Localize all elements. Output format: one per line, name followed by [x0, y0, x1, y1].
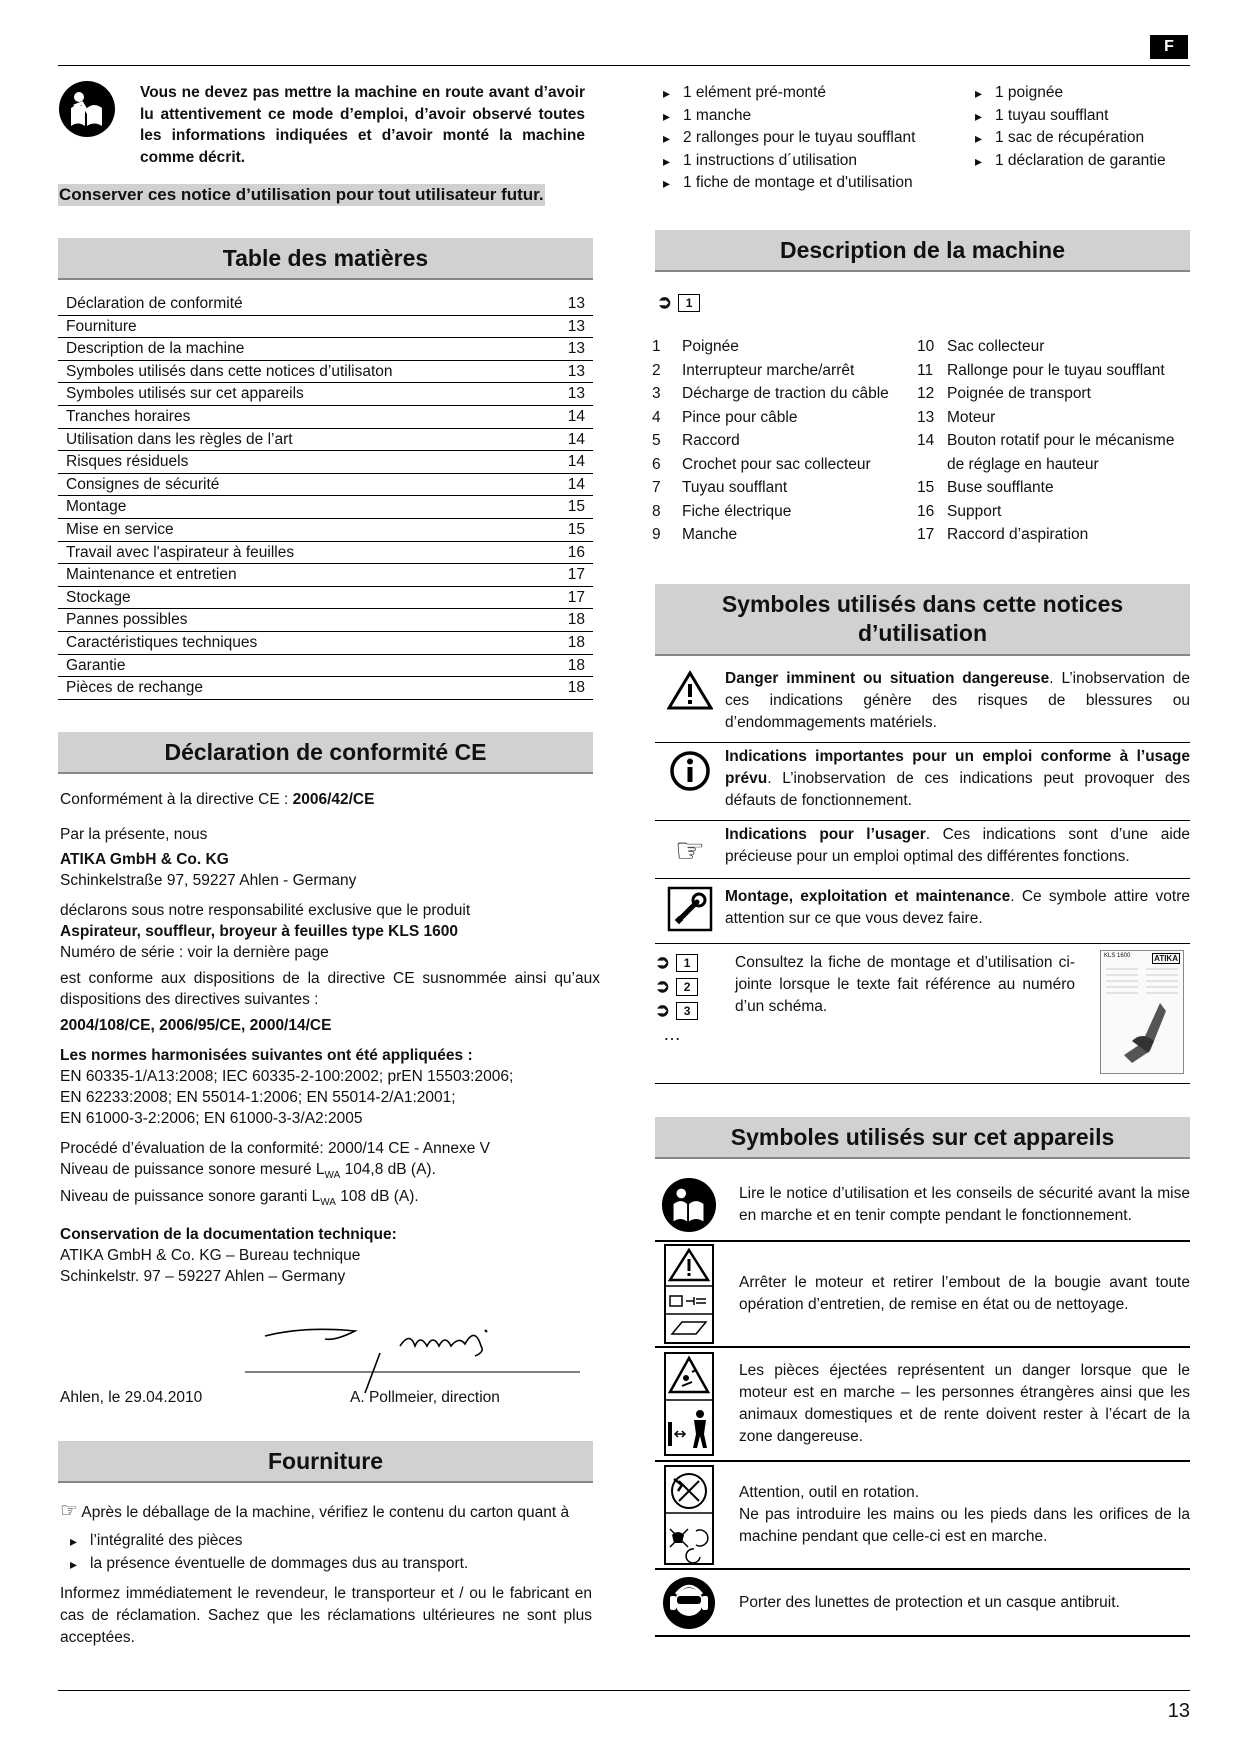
supply-list-col1	[663, 82, 963, 195]
read-manual-icon	[58, 80, 116, 143]
device-symbol-row: Arrêter le moteur et retirer l’embout de la bougie avant toute opération d’entretien, de remise en état ou de nettoyage.	[655, 1242, 1190, 1348]
fourniture-check: ☞ Après le déballage de la machine, vérifiez le contenu du carton quant à	[60, 1500, 570, 1522]
toc-row: Utilisation dans les règles de l’art 14	[58, 429, 593, 452]
parts-right: 10 Sac collecteur 11 Rallonge pour le tuyau soufflant 12 Poignée de transport 13 Moteur 14 Bouton rotatif pour le mécanisme de réglage en hauteur 15 Buse soufflante 16 Support 17 Raccord d’aspiration	[917, 338, 1175, 543]
device-symbol-row: Les pièces éjectées représentent un danger lorsque que le moteur est en marche – les personnes étrangères ainsi que les animaux domestiques et de rente doivent rester à l’écart de la zone dangereuse.	[655, 1348, 1190, 1462]
toc-row: Description de la machine 13	[58, 338, 593, 361]
warning-triangle-icon	[655, 668, 725, 742]
read-manual-icon	[655, 1177, 723, 1233]
toc-row: Pièces de rechange 18	[58, 677, 593, 700]
list-item: ▸ 1 poignée	[975, 82, 1190, 105]
declaration-heading: Déclaration de conformité CE	[58, 732, 593, 774]
page-number: 13	[1167, 1700, 1190, 1722]
list-item: ▸ 1 tuyau soufflant	[975, 105, 1190, 128]
notice-symbols-heading: Symboles utilisés dans cette notices d’utilisation	[655, 584, 1190, 656]
device-symbol-row: Lire le notice d’utilisation et les conseils de sécurité avant la mise en marche et en tenir compte pendant le fonctionnement.	[655, 1169, 1190, 1242]
parts-left: 1 Poignée 2 Interrupteur marche/arrêt 3 Décharge de traction du câble 4 Pince pour câble 5 Raccord 6 Crochet pour sac collecteur 7 Tuyau soufflant 8 Fiche électrique 9 Manche	[652, 338, 889, 543]
arrow-icon: ➲	[655, 952, 671, 972]
signatory: A. Pollmeier, direction	[350, 1389, 500, 1406]
symbol-figure-ref-row: ➲ 1 ➲ 2 ➲ 3 … Consultez la fiche de montage et d’utilisation ci-jointe lorsque le texte fait référence au numéro d’un schéma. KLS 1600 ATIKA	[655, 950, 1190, 1084]
toc-row: Consignes de sécurité 14	[58, 474, 593, 497]
list-item: ▸ 1 instructions d´utilisation	[663, 150, 963, 173]
keep-notice: Conserver ces notice d’utilisation pour tout utilisateur futur.	[59, 185, 544, 204]
fourniture-heading: Fourniture	[58, 1441, 593, 1483]
place-date: Ahlen, le 29.04.2010	[60, 1389, 203, 1406]
toc-row: Déclaration de conformité 13	[58, 293, 593, 316]
symbol-info-row: Indications importantes pour un emploi conforme à l’usage prévu. L’inobservation de ces indications peut provoquer des défauts de fonctionnement.	[655, 746, 1190, 821]
manual-thumbnail: KLS 1600 ATIKA	[1100, 950, 1184, 1074]
arrow-icon: ➲	[655, 976, 671, 996]
arrow-icon: ➲	[655, 1000, 671, 1020]
toc-row: Tranches horaires 14	[58, 406, 593, 429]
toc-row: Symboles utilisés sur cet appareils 13	[58, 383, 593, 406]
list-item: ▸ 1 fiche de montage et d'utilisation	[663, 172, 963, 195]
list-item: ▸ la présence éventuelle de dommages dus au transport.	[70, 1553, 600, 1576]
language-badge: F	[1150, 35, 1188, 59]
unplug-maintenance-icon	[655, 1244, 723, 1344]
device-symbols-heading: Symboles utilisés sur cet appareils	[655, 1117, 1190, 1159]
goggles-earmuffs-icon	[655, 1576, 723, 1630]
signature	[245, 1318, 585, 1398]
list-item: ▸ 1 manche	[663, 105, 963, 128]
toc-row: Risques résiduels 14	[58, 451, 593, 474]
toc-row: Fourniture 13	[58, 316, 593, 339]
symbol-user-row: ☞ Indications pour l’usager. Ces indications sont d’une aide précieuse pour un emploi optimal des différentes fonctions.	[655, 824, 1190, 879]
figure-ref: ➲ 1	[657, 292, 700, 313]
arrow-icon: ➲	[657, 292, 673, 312]
toc-row: Pannes possibles 18	[58, 609, 593, 632]
list-item: ▸ 1 déclaration de garantie	[975, 150, 1190, 173]
footer-rule	[58, 1690, 1190, 1691]
fourniture-inform: Informez immédiatement le revendeur, le transporteur et / ou le fabricant en cas de réclamation. Sachez que les réclamations ultérieures ne sont plus acceptées.	[60, 1585, 592, 1646]
toc-row: Travail avec l'aspirateur à feuilles 16	[58, 542, 593, 565]
list-item: ▸ 1 sac de récupération	[975, 127, 1190, 150]
list-item: ▸ 1 elément pré-monté	[663, 82, 963, 105]
list-item: ▸ l’intégralité des pièces	[70, 1530, 600, 1553]
header-rule	[58, 65, 1190, 66]
toc-row: Montage 15	[58, 496, 593, 519]
toc-row: Caractéristiques techniques 18	[58, 632, 593, 655]
machine-heading: Description de la machine	[655, 230, 1190, 272]
device-symbol-row: Porter des lunettes de protection et un casque antibruit.	[655, 1570, 1190, 1637]
device-symbol-row: Attention, outil en rotation. Ne pas introduire les mains ou les pieds dans les orifices de la machine pendant que celle-ci est en marche.	[655, 1462, 1190, 1570]
info-icon	[655, 746, 725, 820]
list-item: ▸ 2 rallonges pour le tuyau soufflant	[663, 127, 963, 150]
toc-row: Maintenance et entretien 17	[58, 564, 593, 587]
rotating-tool-icon	[655, 1465, 723, 1565]
fourniture-bullets	[60, 1530, 600, 1575]
pointing-hand-icon: ☞	[60, 1500, 78, 1522]
pointing-hand-icon: ☞	[674, 832, 706, 870]
toc-list	[58, 293, 593, 700]
wrench-icon	[655, 886, 725, 943]
toc-row: Garantie 18	[58, 655, 593, 678]
toc-heading: Table des matières	[58, 238, 593, 280]
declaration-body: Conformément à la directive CE : 2006/42/CE Par la présente, nous ATIKA GmbH & Co. KG Schinkelstraße 97, 59227 Ahlen - Germany déclarons sous notre responsabilité exclusive que le produit Aspirateur, souffleur, broyeur à feuilles type KLS 1600 Numéro de série : voir la dernière page est conforme aux dispositions de la directive CE susnommée ainsi qu’aux dispositions des directives suivantes : 2004/108/CE, 2006/95/CE, 2000/14/CE Les normes harmonisées suivantes ont été appliquées : EN 60335-1/A13:2008; IEC 60335-2-100:2002; prEN 15503:2006; EN 62233:2008; EN 55014-1:2006; EN 55014-2/A1:2001; EN 61000-3-2:2006; EN 61000-3-3/A2:2005 Procédé d’évaluation de la conformité: 2000/14 CE - Annexe V Niveau de puissance sonore mesuré $L_{WA}$ 104,8 dB (A). Niveau de puissance sonore garanti $L_{WA}$ 108 dB (A). Conservation de la documentation technique: ATIKA GmbH & Co. KG – Bureau technique Schinkelstr. 97 – 59227 Ahlen – Germany	[60, 791, 600, 1286]
symbol-danger-row: Danger imminent ou situation dangereuse. L’inobservation de ces indications génère des risques de blessures ou d’endommagements matériels.	[655, 668, 1190, 743]
ejected-parts-icon	[655, 1352, 723, 1456]
symbol-mount-row: Montage, exploitation et maintenance. Ce symbole attire votre attention sur ce que vous devez faire.	[655, 886, 1190, 944]
intro-warning: Vous ne devez pas mettre la machine en route avant d’avoir lu attentivement ce mode d’emploi, d’avoir observé toutes les informations indiquées et d’avoir monté la machine comme décrit.	[140, 84, 585, 166]
toc-row: Stockage 17	[58, 587, 593, 610]
supply-list-col2	[975, 82, 1190, 172]
toc-row: Mise en service 15	[58, 519, 593, 542]
toc-row: Symboles utilisés dans cette notices d’utilisaton 13	[58, 361, 593, 384]
